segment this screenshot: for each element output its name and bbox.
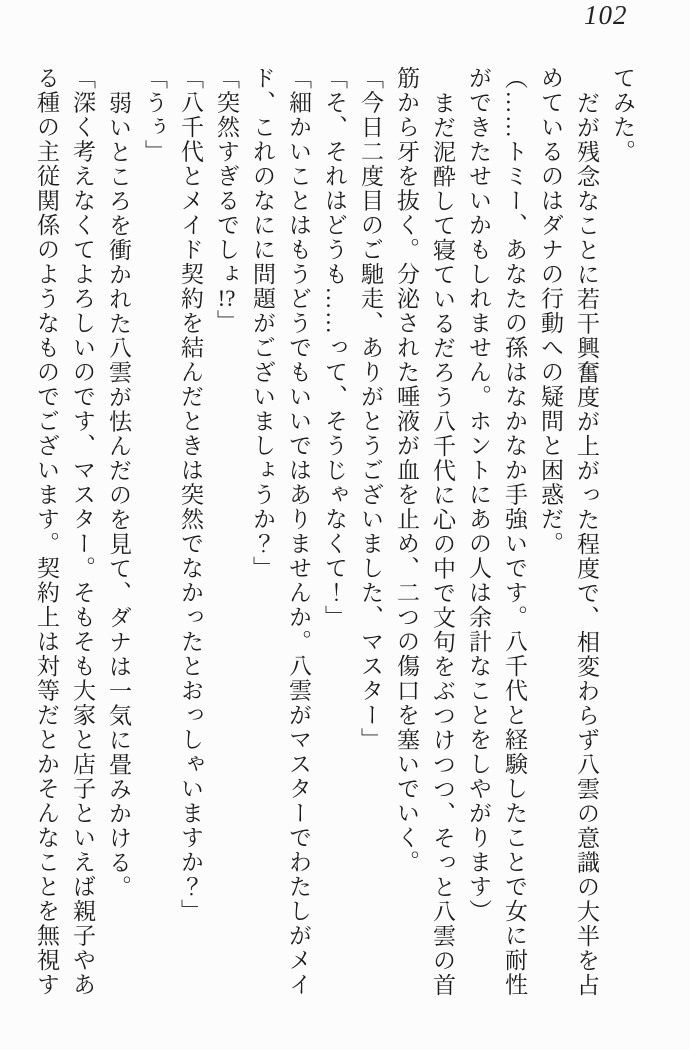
text-segment: 「突然すぎるでしょ (214, 66, 239, 287)
text-line: 「そ、それはどうも……って、そうじゃなくて！」 (322, 66, 347, 630)
text-line: 「八千代とメイド契約を結んだときは突然でなかったとおっしゃいますか？」 (178, 66, 203, 924)
page-number: 102 (584, 0, 628, 30)
text-line: てみた。 (610, 66, 635, 164)
text-line: 「細かいことはもうどうでもいいではありませんか。八雲がマスターでわたしがメイ (286, 66, 311, 997)
body-text (28, 66, 640, 1004)
text-line: 筋から牙を抜く。分泌された唾液が血を止め、二つの傷口を塞いでいく。 (394, 66, 419, 875)
text-line: だが残念なことに若干興奮度が上がった程度で、相変わらず八雲の意識の大半を占 (574, 91, 599, 998)
text-line: 「深く考えなくてよろしいのです、マスター。そもそも大家と店子といえば親子やあ (70, 66, 95, 997)
text-segment: 」 (214, 309, 239, 334)
text-line (208, 66, 244, 1004)
text-line: 「うぅ」 (142, 66, 167, 164)
tatechuyoko-interrobang: !? (217, 286, 236, 310)
text-line: めているのはダナの行動への疑問と困惑だ。 (538, 66, 563, 556)
text-line: （……トミー、あなたの孫はなかなか手強いです。八千代と経験したことで女に耐性 (502, 66, 527, 997)
text-line: る種の主従関係のようなものでございます。契約上は対等だとかそんなことを無視す (34, 66, 59, 997)
text-line: ド、これのなにに問題がございましょうか？」 (250, 66, 275, 581)
text-line: 弱いところを衝かれた八雲が怯んだのを見て、ダナは一気に畳みかける。 (106, 91, 131, 900)
text-line: ができたせいかもしれません。ホントにあの人は余計なことをしやがります） (466, 66, 491, 924)
text-line: 「今日二度目のご馳走、ありがとうございました、マスター」 (358, 66, 383, 752)
text-line: まだ泥酔して寝ているだろう八千代に心の中で文句をぶつけつつ、そっと八雲の首 (430, 91, 455, 998)
